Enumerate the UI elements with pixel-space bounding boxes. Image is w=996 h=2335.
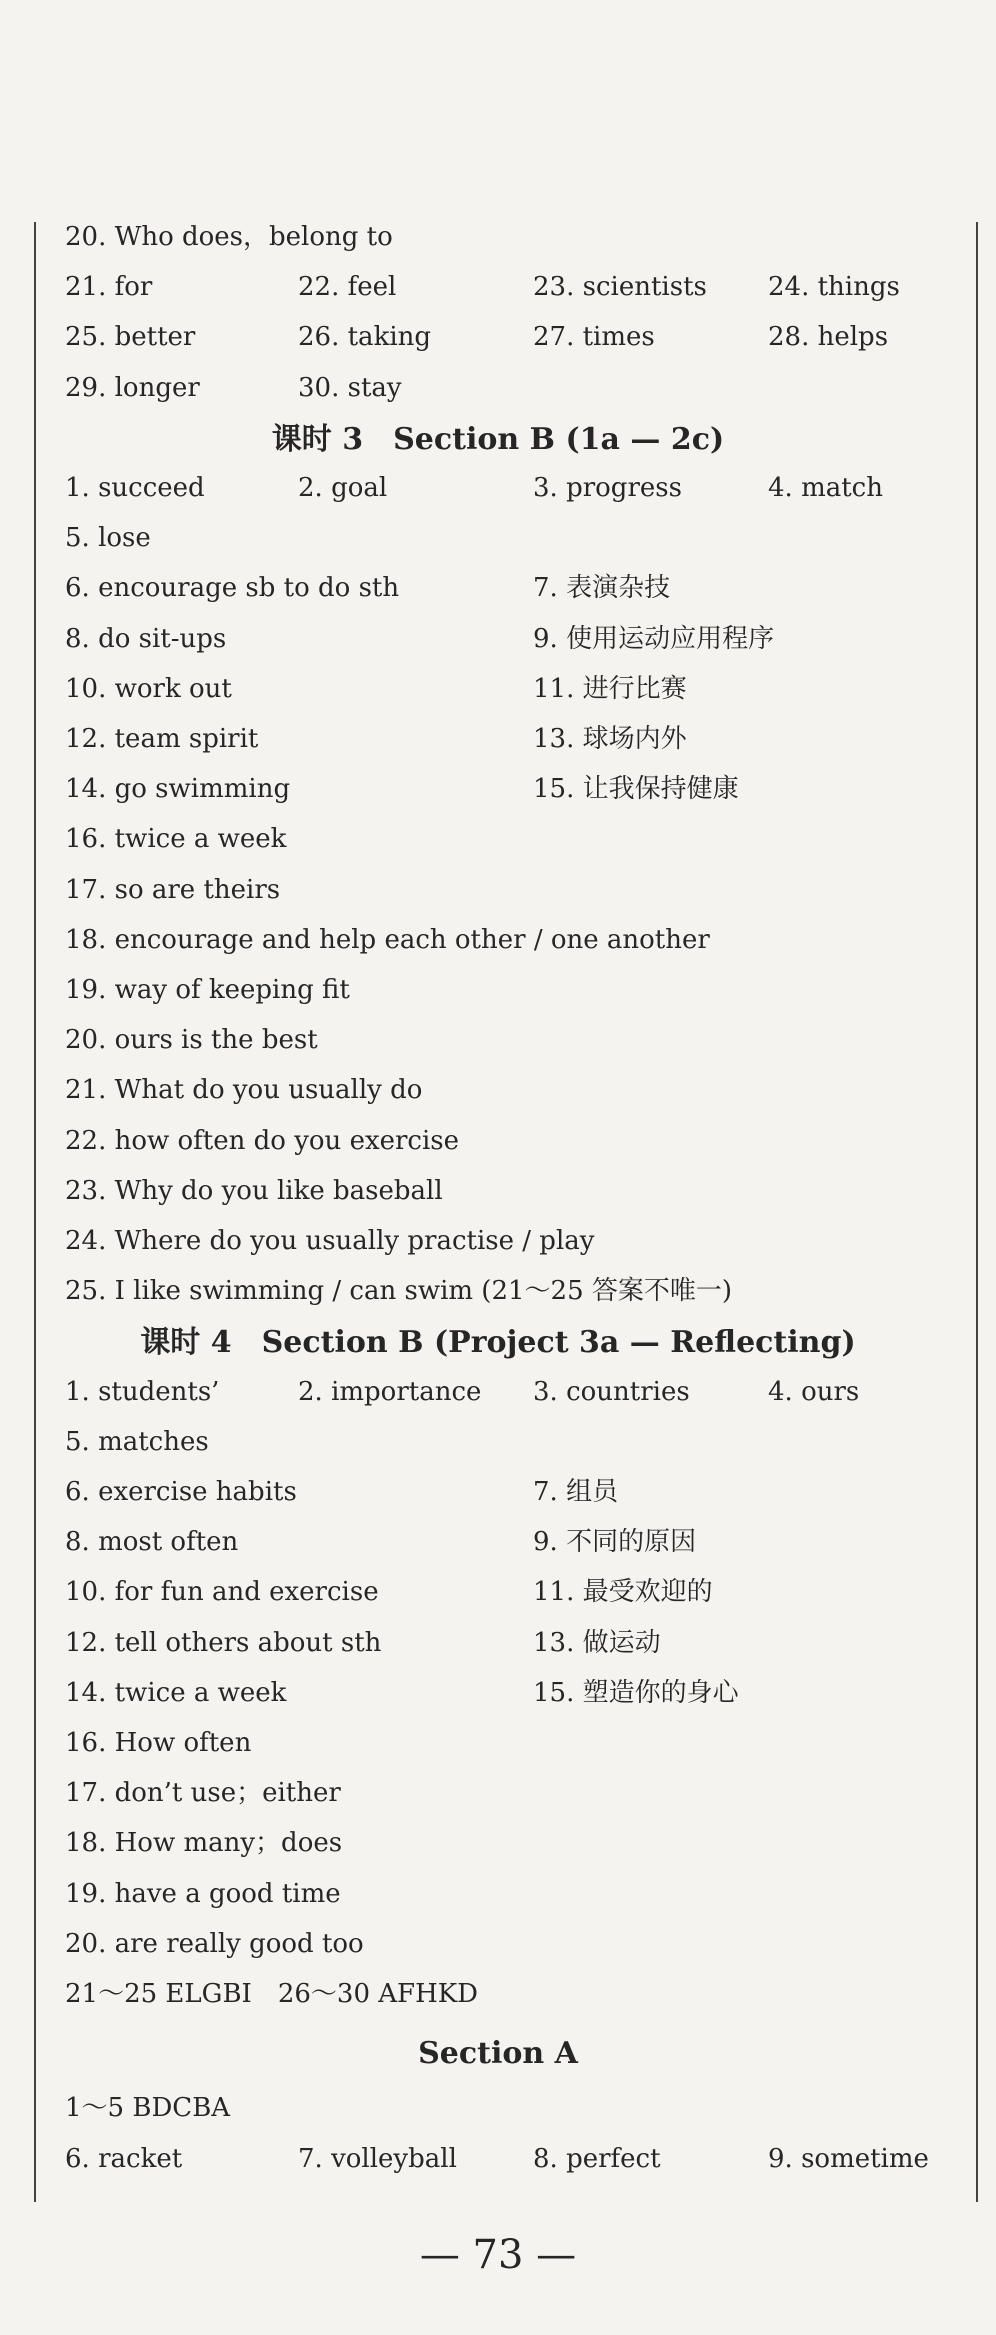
answer-item: 10. work out (65, 673, 232, 704)
answer-row (0, 1618, 996, 1668)
answer-row (0, 1919, 996, 1969)
answer-item: 2. importance (298, 1376, 482, 1407)
answer-item: 19. have a good time (65, 1878, 341, 1909)
answer-item: 9. 使用运动应用程序 (533, 623, 775, 654)
answer-item: 22. feel (298, 272, 397, 303)
answer-item: 7. 组员 (533, 1477, 619, 1507)
answer-item: 8. perfect (533, 2143, 661, 2174)
answer-item: 1～5 BDCBA (65, 2093, 231, 2124)
page-number: — 73 — (419, 2232, 577, 2278)
answer-row (0, 614, 996, 664)
answer-item: 12. tell others about sth (65, 1627, 382, 1658)
answer-row (0, 513, 996, 563)
answer-item: 20. Who does，belong to (65, 222, 393, 252)
answer-item: 2. goal (298, 473, 388, 503)
answer-item: 14. go swimming (65, 774, 291, 805)
answer-item: 9. 不同的原因 (533, 1527, 697, 1558)
answer-item: 16. How often (65, 1728, 252, 1758)
answer-row (0, 1567, 996, 1617)
answer-item: 1. succeed (65, 473, 205, 503)
answer-item: 17. don’t use；either (65, 1778, 341, 1809)
answer-item: 7. volleyball (298, 2143, 457, 2174)
answer-item: 13. 球场内外 (533, 724, 687, 754)
answer-item: 23. scientists (533, 272, 707, 303)
answer-row (0, 1869, 996, 1919)
answer-row (0, 1668, 996, 1718)
answer-item: 6. encourage sb to do sth (65, 573, 400, 604)
answer-item: 24. Where do you usually practise / play (65, 1226, 595, 1256)
answer-item: 3. countries (533, 1376, 690, 1407)
answer-item: 20. are really good too (65, 1928, 364, 1959)
answer-item: 1. students’ (65, 1376, 220, 1407)
answer-item: 19. way of keeping fit (65, 975, 350, 1005)
answer-item: 15. 让我保持健康 (533, 774, 739, 805)
answer-row (0, 965, 996, 1015)
answer-item: 21～25 ELGBI 26～30 AFHKD (65, 1979, 479, 2009)
answer-row (0, 1216, 996, 1266)
answer-item: 29. longer (65, 372, 200, 403)
answer-row (0, 463, 996, 513)
answer-item: 5. lose (65, 523, 151, 554)
answer-item: 6. exercise habits (65, 1477, 297, 1507)
answer-item: 11. 最受欢迎的 (533, 1577, 713, 1608)
answer-row (0, 212, 996, 262)
answer-item: 14. twice a week (65, 1677, 287, 1708)
answer-item: 9. sometime (768, 2143, 929, 2174)
answer-item: 16. twice a week (65, 824, 287, 855)
answer-item: 4. match (768, 473, 883, 503)
answer-row (0, 1015, 996, 1065)
answer-item: 28. helps (768, 322, 889, 353)
answer-row (0, 312, 996, 362)
answer-item: 13. 做运动 (533, 1627, 661, 1658)
answer-row (0, 764, 996, 814)
answer-item: 25. I like swimming / can swim (21～25 答案不唯一) (65, 1276, 733, 1307)
answer-item: 25. better (65, 322, 196, 353)
answer-item: 8. do sit-ups (65, 623, 227, 654)
answer-row (0, 563, 996, 613)
answer-row (0, 1768, 996, 1818)
answer-item: 30. stay (298, 372, 402, 403)
answer-item: 27. times (533, 322, 655, 353)
answer-item: 6. racket (65, 2143, 183, 2174)
section-heading: 课时 4 Section B (Project 3a — Reflecting) (140, 1325, 856, 1361)
answer-row (0, 2134, 996, 2184)
answer-item: 18. How many；does (65, 1828, 343, 1859)
answer-row (0, 262, 996, 312)
answer-row (0, 1718, 996, 1768)
answer-row (0, 1818, 996, 1868)
answer-item: 22. how often do you exercise (65, 1125, 460, 1156)
answer-row (0, 1116, 996, 1166)
answer-item: 26. taking (298, 322, 432, 353)
answer-row (0, 1166, 996, 1216)
answer-item: 23. Why do you like baseball (65, 1175, 443, 1206)
answer-row (0, 363, 996, 413)
answer-row (0, 1065, 996, 1115)
answer-item: 21. What do you usually do (65, 1075, 423, 1106)
answer-row (0, 1517, 996, 1567)
answer-item: 10. for fun and exercise (65, 1577, 379, 1608)
answer-row (0, 1367, 996, 1417)
answer-row (0, 814, 996, 864)
answer-item: 4. ours (768, 1376, 860, 1407)
answer-item: 12. team spirit (65, 724, 259, 754)
answer-item: 3. progress (533, 473, 682, 503)
answer-item: 24. things (768, 272, 900, 303)
section-heading: Section A (418, 2036, 578, 2072)
answer-item: 7. 表演杂技 (533, 573, 671, 604)
answer-row (0, 2083, 996, 2133)
answer-row (0, 865, 996, 915)
answer-item: 20. ours is the best (65, 1025, 318, 1056)
answer-row (0, 664, 996, 714)
answer-row (0, 1266, 996, 1316)
answer-item: 17. so are theirs (65, 874, 281, 905)
section-heading: 课时 3 Section B (1a — 2c) (271, 421, 725, 457)
answer-item: 21. for (65, 272, 153, 303)
answer-item: 11. 进行比赛 (533, 673, 687, 704)
answer-row (0, 1417, 996, 1467)
answer-row (0, 915, 996, 965)
answer-row (0, 1467, 996, 1517)
answer-item: 18. encourage and help each other / one another (65, 924, 710, 955)
answer-item: 5. matches (65, 1426, 209, 1457)
answer-row (0, 714, 996, 764)
answer-item: 8. most often (65, 1527, 239, 1558)
answer-row (0, 1969, 996, 2019)
answer-item: 15. 塑造你的身心 (533, 1677, 739, 1708)
